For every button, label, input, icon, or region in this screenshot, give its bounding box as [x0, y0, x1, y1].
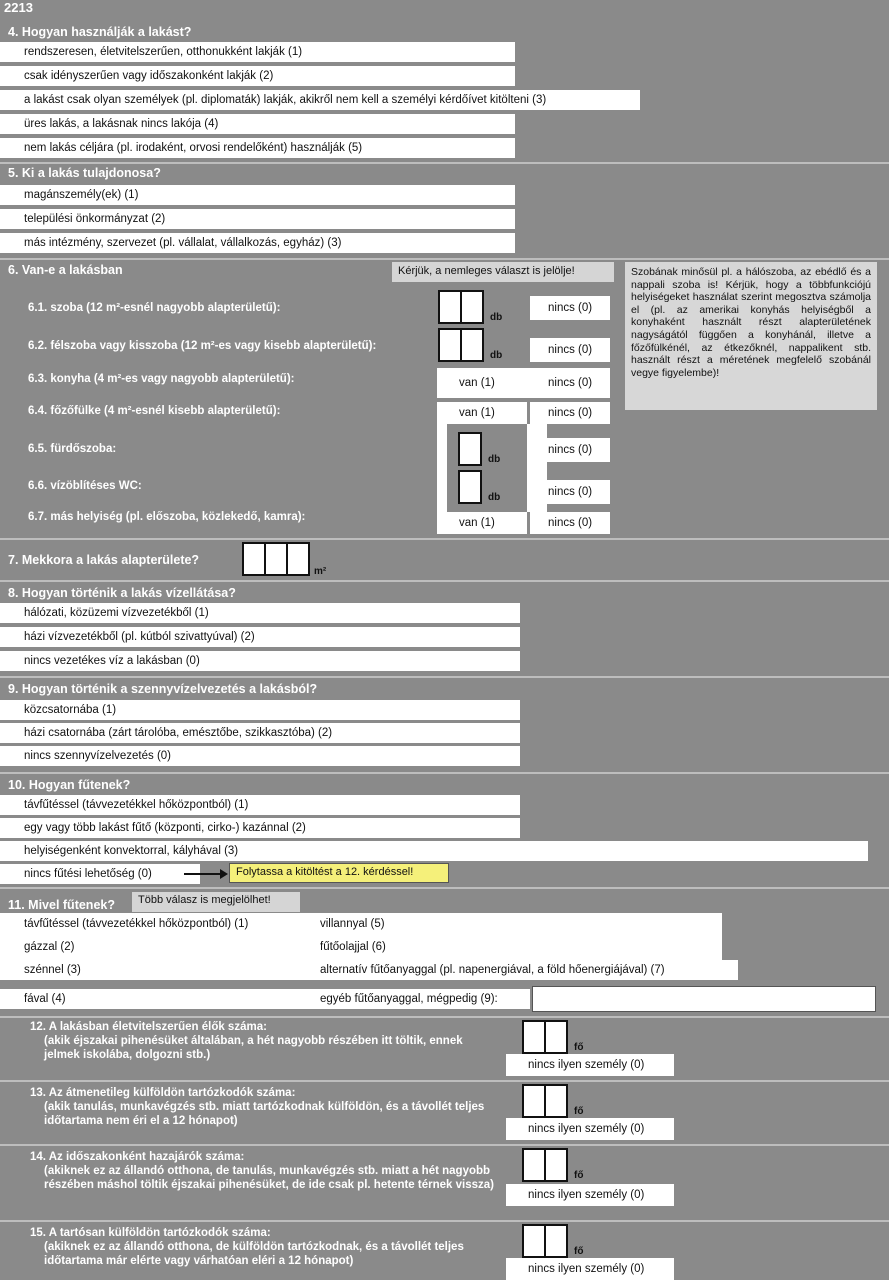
divider	[0, 676, 889, 678]
q11-option-3[interactable]: szénnel (3)	[0, 960, 300, 980]
q6-4-yes[interactable]: van (1)	[437, 402, 527, 424]
q6-1-none[interactable]: nincs (0)	[530, 296, 610, 320]
q7-unit: m²	[314, 566, 327, 577]
divider	[0, 772, 889, 774]
q6-4-label: 6.4. főzőfülke (4 m²-esnél kisebb alapterületű):	[28, 405, 281, 417]
q12-none[interactable]: nincs ilyen személy (0)	[506, 1054, 674, 1076]
q6-5-label: 6.5. fürdőszoba:	[28, 443, 117, 455]
q6-5-none[interactable]: nincs (0)	[530, 438, 610, 462]
q6-5-unit: db	[488, 454, 501, 465]
q15-count-boxes[interactable]	[522, 1224, 568, 1258]
arrow-right-icon	[184, 868, 228, 880]
q11-option-1[interactable]: távfűtéssel (távvezetékkel hőközpontból) (1)	[0, 914, 300, 934]
q6-2-count-boxes[interactable]	[438, 328, 484, 362]
q6-6-none[interactable]: nincs (0)	[530, 480, 610, 504]
q14-desc: (akiknek ez az állandó otthona, de tanulás, munkavégzés stb. miatt a hét nagyobb részében máshol töltik éjszakai pihenésüket, de ide csak pl. hetente térnek vissza)	[44, 1165, 494, 1191]
q7-title: 7. Mekkora a lakás alapterülete?	[8, 553, 200, 567]
q5-option-3[interactable]: más intézmény, szervezet (pl. vállalat, vállalkozás, egyház) (3)	[0, 233, 515, 253]
q12-text	[30, 1020, 500, 1062]
q6-1-unit: db	[490, 312, 503, 323]
q11-other-input[interactable]	[532, 986, 876, 1012]
q10-option-3[interactable]: helyiségenként konvektorral, kályhával (3)	[0, 841, 868, 861]
q10-option-0[interactable]: nincs fűtési lehetőség (0)	[0, 864, 200, 884]
q11-option-5[interactable]: villannyal (5)	[300, 914, 720, 934]
q6-3-yes[interactable]: van (1)	[437, 372, 527, 394]
q8-option-3[interactable]: nincs vezetékes víz a lakásban (0)	[0, 651, 520, 671]
divider	[0, 1144, 889, 1146]
divider	[0, 887, 889, 889]
q11-option-2[interactable]: gázzal (2)	[0, 937, 300, 957]
q14-none[interactable]: nincs ilyen személy (0)	[506, 1184, 674, 1206]
q12-title: 12. A lakásban életvitelszerűen élők száma:	[30, 1021, 267, 1033]
q11-title: 11. Mivel fűtenek?	[8, 898, 115, 912]
q13-text	[30, 1086, 500, 1128]
divider	[0, 162, 889, 164]
q6-6-unit: db	[488, 492, 501, 503]
q6-frame-left	[437, 424, 447, 512]
q6-negative-note: Kérjük, a nemleges választ is jelölje!	[392, 262, 614, 282]
q15-text	[30, 1226, 500, 1268]
q4-option-2[interactable]: csak idényszerűen vagy időszakonként lakják (2)	[0, 66, 515, 86]
q15-none[interactable]: nincs ilyen személy (0)	[506, 1258, 674, 1280]
q4-option-3[interactable]: a lakást csak olyan személyek (pl. diplomaták) lakják, akikről nem kell a személyi kérdőívet kitölteni (3)	[0, 90, 640, 110]
q15-unit: fő	[574, 1246, 584, 1257]
q6-2-unit: db	[490, 350, 503, 361]
q11-option-7[interactable]: alternatív fűtőanyaggal (pl. napenergiával, a föld hőenergiájával) (7)	[300, 960, 738, 980]
q8-title: 8. Hogyan történik a lakás vízellátása?	[8, 586, 236, 600]
q6-7-label: 6.7. más helyiség (pl. előszoba, közlekedő, kamra):	[28, 511, 306, 523]
divider	[0, 538, 889, 540]
q6-2-none[interactable]: nincs (0)	[530, 338, 610, 362]
q11-option-9[interactable]: egyéb fűtőanyaggal, mégpedig (9):	[300, 989, 530, 1009]
q9-option-1[interactable]: közcsatornába (1)	[0, 700, 520, 720]
q13-none[interactable]: nincs ilyen személy (0)	[506, 1118, 674, 1140]
q6-title: 6. Van-e a lakásban	[8, 263, 123, 277]
q15-desc: (akiknek ez az állandó otthona, de külföldön tartózkodnak, és a távollét teljes időtartama már elérte vagy várhatóan eléri a 12 hónapot)	[44, 1241, 464, 1267]
q6-7-yes[interactable]: van (1)	[437, 512, 527, 534]
q6-3-label: 6.3. konyha (4 m²-es vagy nagyobb alapterületű):	[28, 373, 295, 385]
q10-option-2[interactable]: egy vagy több lakást fűtő (központi, cirko-) kazánnal (2)	[0, 818, 520, 838]
q10-title: 10. Hogyan fűtenek?	[8, 778, 131, 792]
divider	[0, 1016, 889, 1018]
divider	[0, 580, 889, 582]
q8-option-2[interactable]: házi vízvezetékből (pl. kútból szivattyúval) (2)	[0, 627, 520, 647]
q13-desc: (akik tanulás, munkavégzés stb. miatt tartózkodnak külföldön, és a távollét teljes időtartama nem éri el a 12 hónapot)	[44, 1101, 485, 1127]
q4-option-1[interactable]: rendszeresen, életvitelszerűen, otthonukként lakják (1)	[0, 42, 515, 62]
q9-option-3[interactable]: nincs szennyvízelvezetés (0)	[0, 746, 520, 766]
q6-5-count-box[interactable]	[458, 432, 482, 466]
q12-desc: (akik éjszakai pihenésüket általában, a hét nagyobb részében itt töltik, ennek jelmek iskolába, dolgozni stb.)	[44, 1035, 463, 1061]
q6-side-note: Szobának minősül pl. a hálószoba, az ebédlő és a nappali szoba is! Kérjük, hogy a többfunkciójú helyiségeket használat szerint megosztva számolja el (pl. az amerikai konyhás helyiségből a konyhaként használt részt alapterületének nagyságától függően a konyhánál, illetve a főzőfülkénél, az étkezőknél, nappalikent stb. használt részt a méretének megfelelő szobánál vegye figyelembe)!	[625, 262, 877, 410]
q13-title: 13. Az átmenetileg külföldön tartózkodók száma:	[30, 1087, 296, 1099]
q12-unit: fő	[574, 1042, 584, 1053]
q9-option-2[interactable]: házi csatornába (zárt tárolóba, emésztőbe, szikkasztóba) (2)	[0, 723, 520, 743]
q6-6-count-box[interactable]	[458, 470, 482, 504]
q5-option-2[interactable]: települési önkormányzat (2)	[0, 209, 515, 229]
q6-7-none[interactable]: nincs (0)	[530, 512, 610, 534]
q12-count-boxes[interactable]	[522, 1020, 568, 1054]
q11-option-6[interactable]: fűtőolajjal (6)	[300, 937, 720, 957]
q4-option-5[interactable]: nem lakás céljára (pl. irodaként, orvosi rendelőként) használják (5)	[0, 138, 515, 158]
q10-skip-note: Folytassa a kitöltést a 12. kérdéssel!	[229, 863, 449, 883]
q14-text	[30, 1150, 500, 1192]
q6-1-count-boxes[interactable]	[438, 290, 484, 324]
q6-4-none[interactable]: nincs (0)	[530, 402, 610, 424]
divider	[0, 1220, 889, 1222]
q6-2-label: 6.2. félszoba vagy kisszoba (12 m²-es vagy kisebb alapterületű):	[28, 340, 377, 352]
q10-option-1[interactable]: távfűtéssel (távvezetékkel hőközpontból) (1)	[0, 795, 520, 815]
q14-title: 14. Az időszakonként hazajárók száma:	[30, 1151, 245, 1163]
q4-title: 4. Hogyan használják a lakást?	[8, 25, 192, 39]
q7-area-boxes[interactable]	[242, 542, 310, 576]
q13-unit: fő	[574, 1106, 584, 1117]
q13-count-boxes[interactable]	[522, 1084, 568, 1118]
page-number: 2213	[4, 0, 33, 15]
q8-option-1[interactable]: hálózati, közüzemi vízvezetékből (1)	[0, 603, 520, 623]
q6-1-label: 6.1. szoba (12 m²-esnél nagyobb alapterületű):	[28, 302, 281, 314]
q14-count-boxes[interactable]	[522, 1148, 568, 1182]
divider	[0, 1080, 889, 1082]
q14-unit: fő	[574, 1170, 584, 1181]
q15-title: 15. A tartósan külföldön tartózkodók száma:	[30, 1227, 271, 1239]
q4-option-4[interactable]: üres lakás, a lakásnak nincs lakója (4)	[0, 114, 515, 134]
q11-multi-note: Több válasz is megjelölhet!	[132, 892, 300, 912]
q9-title: 9. Hogyan történik a szennyvízelvezetés a lakásból?	[8, 682, 318, 696]
q6-6-label: 6.6. vízöblítéses WC:	[28, 480, 142, 492]
divider	[0, 258, 889, 260]
q11-option-4[interactable]: fával (4)	[0, 989, 300, 1009]
q5-option-1[interactable]: magánszemély(ek) (1)	[0, 185, 515, 205]
q5-title: 5. Ki a lakás tulajdonosa?	[8, 166, 161, 180]
q6-3-none[interactable]: nincs (0)	[530, 372, 610, 394]
